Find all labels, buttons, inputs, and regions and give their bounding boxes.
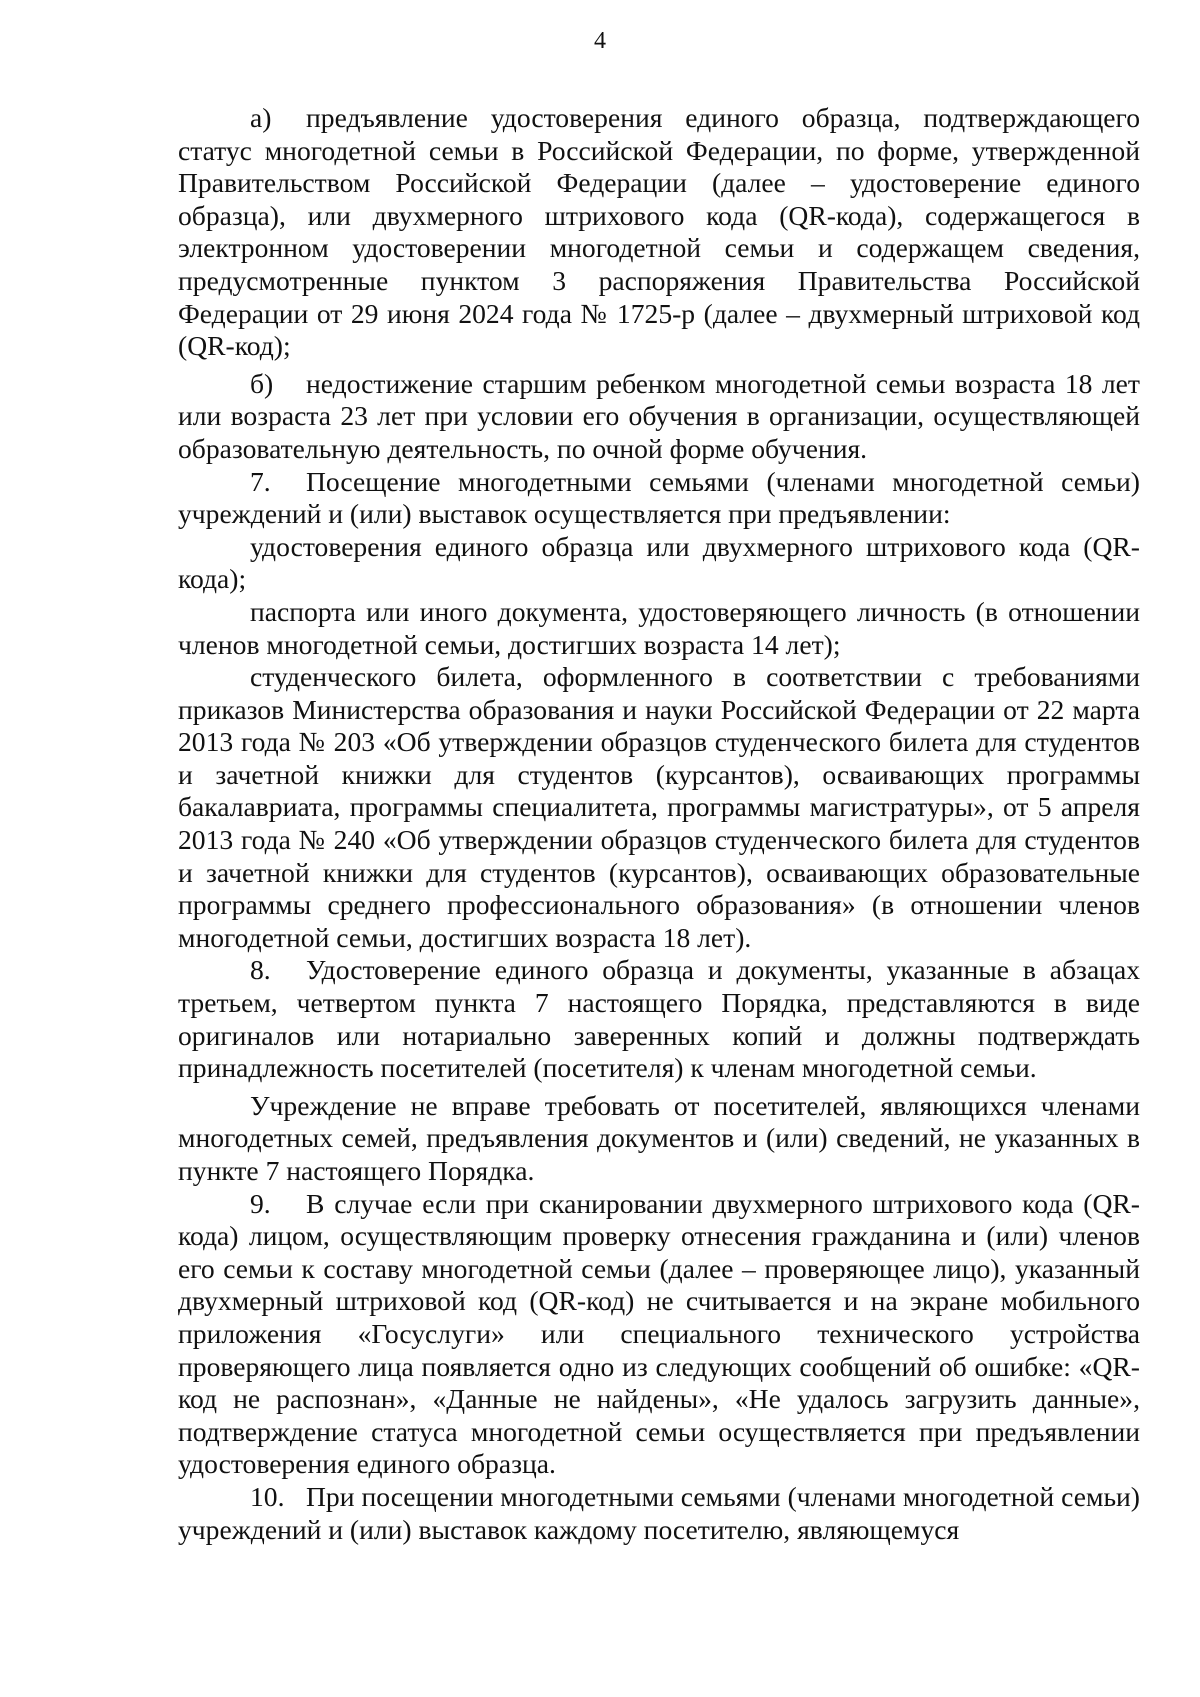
paragraph-8-continued bbox=[178, 1090, 1140, 1188]
paragraph-7-id-document bbox=[178, 531, 1140, 596]
paragraph-marker: 10. bbox=[250, 1480, 285, 1512]
paragraph-text: Удостоверение единого образца и документы, указанные в абзацах третьем, четвертом пункта 7 настоящего Порядка, представляются в виде оригиналов или нотариально заверенных копий и должны подтверждать принадлежность посетителей (посетителя) к членам многодетной семьи. bbox=[178, 954, 1140, 1084]
paragraph-text: паспорта или иного документа, удостоверяющего личность (в отношении членов многодетной семьи, достигших возраста 14 лет); bbox=[178, 595, 1140, 660]
paragraph-text: В случае если при сканировании двухмерного штрихового кода (QR-кода) лицом, осуществляющим проверку отнесения гражданина и (или) членов его семьи к составу многодетной семьи (далее – проверяющее лицо), указанный двухмерный штриховой код (QR-код) не считывается и на экране мобильного приложения «Госуслуги» или специального технического устройства проверяющего лица появляется одно из следующих сообщений об ошибке: «QR-код не распознан», «Данные не найдены», «Не удалось загрузить данные», подтверждение статуса многодетной семьи осуществляется при предъявлении удостоверения единого образца. bbox=[178, 1187, 1140, 1480]
paragraph-text: Посещение многодетными семьями (членами многодетной семьи) учреждений и (или) выставок осуществляется при предъявлении: bbox=[178, 465, 1140, 530]
paragraph-marker: 9. bbox=[250, 1187, 271, 1219]
paragraph-7 bbox=[178, 466, 1140, 531]
paragraph-marker: 7. bbox=[250, 465, 271, 497]
paragraph-text: недостижение старшим ребенком многодетной семьи возраста 18 лет или возраста 23 лет при условии его обучения в организации, осуществляющей образовательную деятельность, по очной форме обучения. bbox=[178, 367, 1140, 464]
page-number: 4 bbox=[594, 28, 606, 54]
paragraph-text: удостоверения единого образца или двухмерного штрихового кода (QR-кода); bbox=[178, 530, 1140, 595]
paragraph-text: предъявление удостоверения единого образца, подтверждающего статус многодетной семьи в Российской Федерации, по форме, утвержденной Правительством Российской Федерации (далее – удостоверение единого образца), или двухмерного штрихового кода (QR-кода), содержащегося в электронном удостоверении многодетной семьи и содержащем сведения, предусмотренные пунктом 3 распоряжения Правительства Российской Федерации от 29 июня 2024 года № 1725-р (далее – двухмерный штриховой код (QR-код); bbox=[178, 102, 1140, 362]
paragraph-7-student-card bbox=[178, 661, 1140, 954]
paragraph-b bbox=[178, 368, 1140, 466]
paragraph-text: Учреждение не вправе требовать от посетителей, являющихся членами многодетных семей, предъявления документов и (или) сведений, не указанных в пункте 7 настоящего Порядка. bbox=[178, 1089, 1140, 1186]
paragraph-marker: а) bbox=[250, 102, 272, 133]
document-body bbox=[178, 102, 1140, 1546]
paragraph-marker: 8. bbox=[250, 954, 271, 986]
paragraph-text: При посещении многодетными семьями (членами многодетной семьи) учреждений и (или) выставок каждому посетителю, являющемуся bbox=[178, 1480, 1140, 1545]
paragraph-a bbox=[178, 102, 1140, 363]
paragraph-marker: б) bbox=[250, 367, 274, 399]
paragraph-7-passport bbox=[178, 596, 1140, 661]
paragraph-9 bbox=[178, 1188, 1140, 1481]
paragraph-8 bbox=[178, 954, 1140, 1084]
paragraph-text: студенческого билета, оформленного в соответствии с требованиями приказов Министерства образования и науки Российской Федерации от 22 марта 2013 года № 203 «Об утверждении образцов студенческого билета для студентов и зачетной книжки для студентов (курсантов), осваивающих программы бакалавриата, программы специалитета, программы магистратуры», от 5 апреля 2013 года № 240 «Об утверждении образцов студенческого билета для студентов и зачетной книжки для студентов (курсантов), осваивающих образовательные программы среднего профессионального образования» (в отношении членов многодетной семьи, достигших возраста 18 лет). bbox=[178, 661, 1140, 953]
paragraph-10 bbox=[178, 1481, 1140, 1546]
